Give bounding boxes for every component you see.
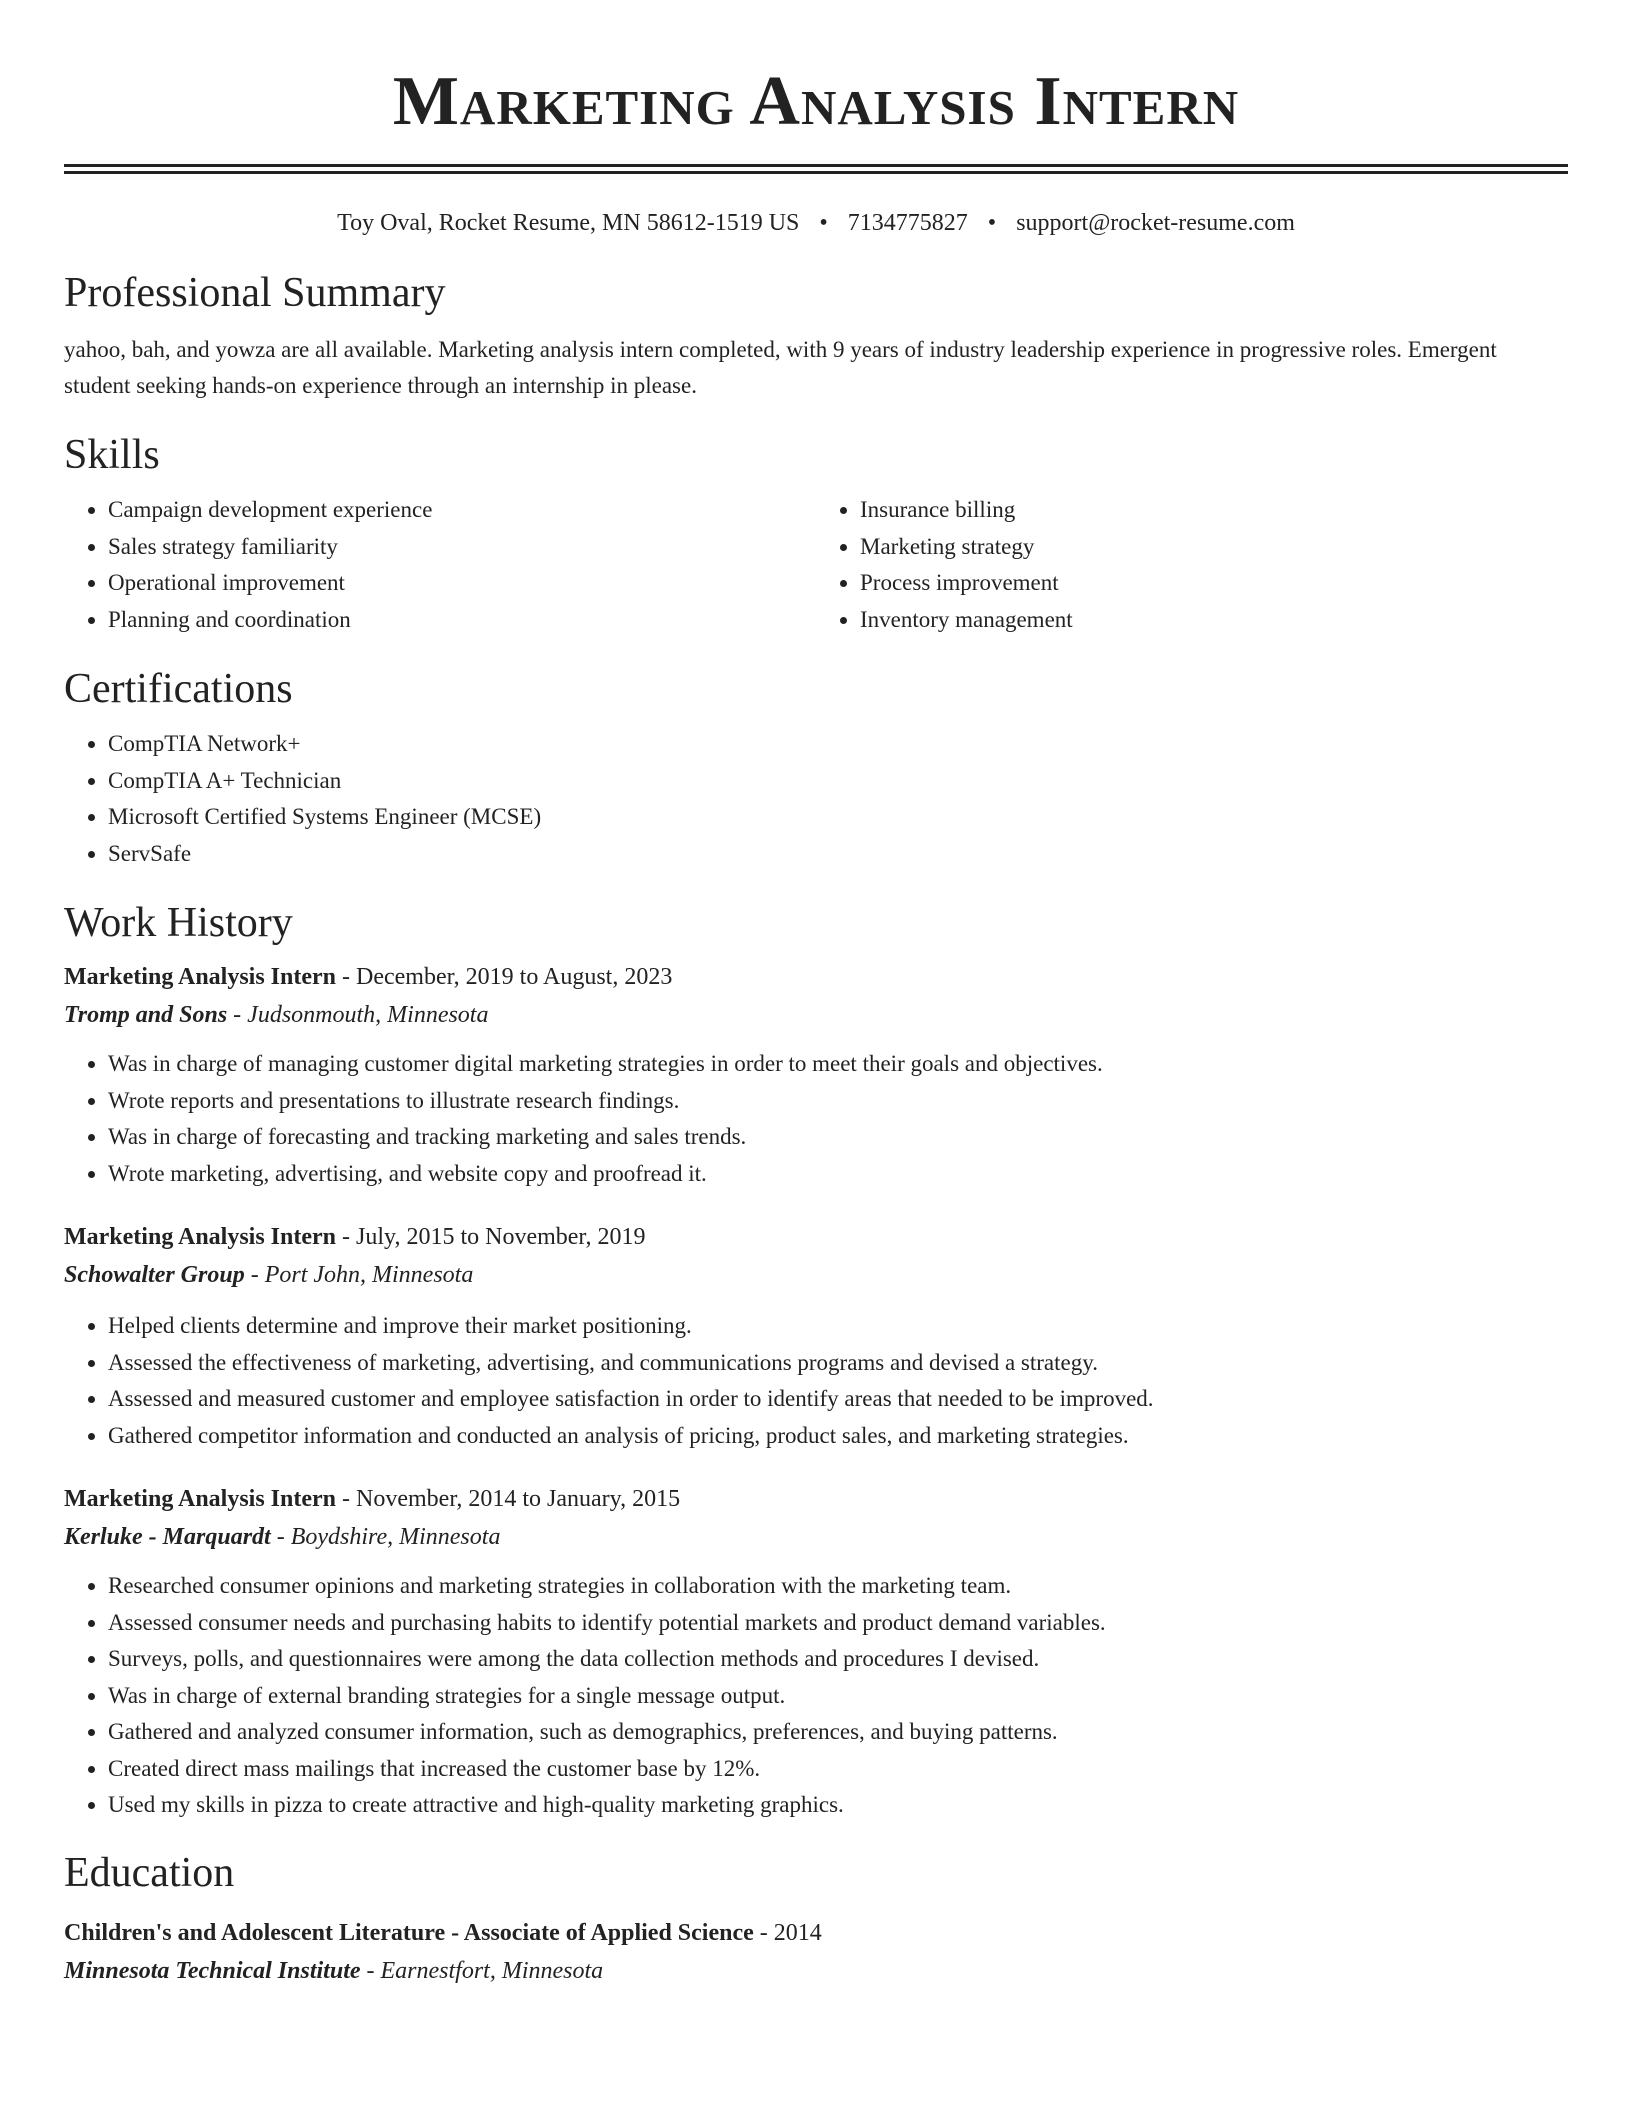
job-dates: - December, 2019 to August, 2023 xyxy=(336,964,673,990)
skill-item: • Marketing strategy xyxy=(860,529,1568,566)
contact-phone: 7134775827 xyxy=(847,210,968,236)
job-employer xyxy=(64,1518,1568,1556)
skills-list-left xyxy=(64,492,816,638)
job-title: Marketing Analysis Intern xyxy=(64,964,337,990)
education-entry xyxy=(64,1914,1568,1990)
job-employer xyxy=(64,1256,1568,1294)
job-bullet: • Was in charge of external branding strategies for a single message output. xyxy=(108,1678,1568,1715)
skill-item: • Process improvement xyxy=(860,565,1568,602)
job-bullet: • Gathered and analyzed consumer information, such as demographics, preferences, and buying patterns. xyxy=(108,1714,1568,1751)
job-bullet: • Was in charge of managing customer digital marketing strategies in order to meet their goals and objectives. xyxy=(108,1046,1568,1083)
job-entry xyxy=(64,1480,1568,1824)
job-company: Tromp and Sons xyxy=(64,1002,228,1028)
job-bullet: • Assessed and measured customer and employee satisfaction in order to identify areas that needed to be improved. xyxy=(108,1381,1568,1418)
skills-grid xyxy=(64,492,1568,638)
job-bullet: • Helped clients determine and improve their market positioning. xyxy=(108,1308,1568,1345)
education-year: - 2014 xyxy=(753,1919,822,1946)
contact-separator: • xyxy=(987,210,997,236)
job-bullets xyxy=(64,1308,1568,1454)
skill-item: • Sales strategy familiarity xyxy=(108,529,816,566)
job-bullet: • Researched consumer opinions and marketing strategies in collaboration with the marketing team. xyxy=(108,1568,1568,1605)
certifications-section xyxy=(64,664,1568,872)
education-section xyxy=(64,1848,1568,1990)
skill-item: • Insurance billing xyxy=(860,492,1568,529)
job-location: - Judsonmouth, Minnesota xyxy=(227,1002,489,1028)
certification-item: • ServSafe xyxy=(108,836,1568,873)
job-company: Kerluke - Marquardt xyxy=(64,1524,271,1550)
job-company: Schowalter Group xyxy=(64,1262,245,1288)
job-bullet: • Gathered competitor information and conducted an analysis of pricing, product sales, and marketing strategies. xyxy=(108,1418,1568,1455)
job-location: - Port John, Minnesota xyxy=(244,1262,474,1288)
contact-email: support@rocket-resume.com xyxy=(1016,210,1295,236)
job-heading xyxy=(64,1480,1568,1518)
certification-item: • CompTIA Network+ xyxy=(108,726,1568,763)
skill-item: • Campaign development experience xyxy=(108,492,816,529)
job-bullet: • Assessed the effectiveness of marketing, advertising, and communications programs and devised a strategy. xyxy=(108,1345,1568,1382)
job-heading xyxy=(64,958,1568,996)
skill-item: • Operational improvement xyxy=(108,565,816,602)
education-school-line xyxy=(64,1952,1568,1990)
work-history-section xyxy=(64,898,1568,1824)
work-history-heading: Work History xyxy=(64,900,293,946)
contact-line xyxy=(64,208,1568,238)
job-dates: - July, 2015 to November, 2019 xyxy=(336,1224,646,1250)
job-heading xyxy=(64,1218,1568,1256)
certifications-list xyxy=(64,726,1568,872)
education-school: Minnesota Technical Institute xyxy=(64,1957,361,1984)
summary-text: yahoo, bah, and yowza are all available. Marketing analysis intern completed, with 9 years of industry leadership experience in progressive roles. Emergent student seeking hands-on experience through an internship in please. xyxy=(64,337,1497,398)
education-degree: Children's and Adolescent Literature - Associate of Applied Science xyxy=(64,1919,754,1946)
resume-title: Marketing Analysis Intern xyxy=(392,63,1240,140)
education-heading: Education xyxy=(64,1849,235,1896)
job-bullet: • Wrote marketing, advertising, and website copy and proofread it. xyxy=(108,1156,1568,1193)
job-entry xyxy=(64,958,1568,1192)
job-bullet: • Surveys, polls, and questionnaires were among the data collection methods and procedures I devised. xyxy=(108,1641,1568,1678)
job-employer xyxy=(64,996,1568,1034)
job-dates: - November, 2014 to January, 2015 xyxy=(336,1486,681,1512)
skills-list-right xyxy=(816,492,1568,638)
summary-heading: Professional Summary xyxy=(64,270,446,316)
skill-item: • Inventory management xyxy=(860,602,1568,639)
certifications-heading: Certifications xyxy=(64,666,293,712)
title-divider xyxy=(64,164,1568,174)
job-title: Marketing Analysis Intern xyxy=(64,1486,337,1512)
job-entry xyxy=(64,1218,1568,1454)
certification-item: • CompTIA A+ Technician xyxy=(108,763,1568,800)
job-location: - Boydshire, Minnesota xyxy=(270,1524,501,1550)
job-bullet: • Assessed consumer needs and purchasing habits to identify potential markets and product demand variables. xyxy=(108,1605,1568,1642)
education-degree-line xyxy=(64,1914,1568,1952)
job-bullet: • Was in charge of forecasting and tracking marketing and sales trends. xyxy=(108,1119,1568,1156)
job-bullet: • Wrote reports and presentations to illustrate research findings. xyxy=(108,1083,1568,1120)
contact-separator: • xyxy=(819,210,828,236)
certification-item: • Microsoft Certified Systems Engineer (MCSE) xyxy=(108,799,1568,836)
job-bullet: • Created direct mass mailings that increased the customer base by 12%. xyxy=(108,1751,1568,1788)
contact-address: Toy Oval, Rocket Resume, MN 58612-1519 US xyxy=(337,210,800,236)
education-location: - Earnestfort, Minnesota xyxy=(360,1957,604,1984)
job-bullet: • Used my skills in pizza to create attractive and high-quality marketing graphics. xyxy=(108,1787,1568,1824)
job-bullets xyxy=(64,1046,1568,1192)
job-title: Marketing Analysis Intern xyxy=(64,1224,337,1250)
skill-item: • Planning and coordination xyxy=(108,602,816,639)
summary-section xyxy=(64,268,1568,404)
skills-heading: Skills xyxy=(64,432,160,478)
skills-section xyxy=(64,430,1568,638)
job-bullets xyxy=(64,1568,1568,1824)
